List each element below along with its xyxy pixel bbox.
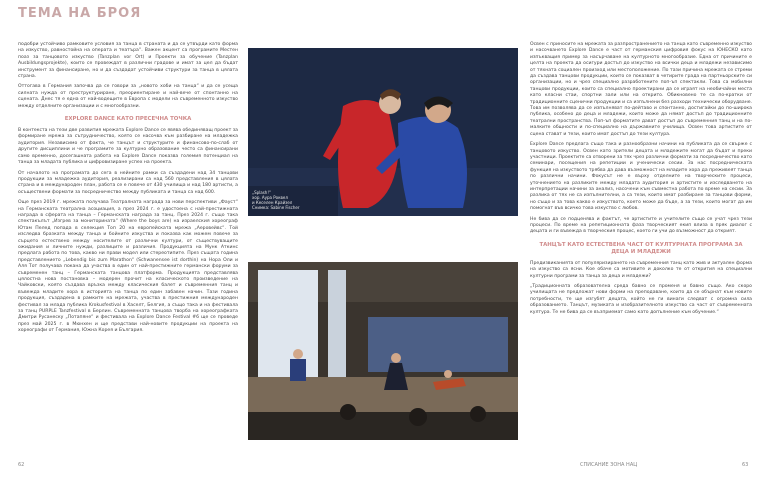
subheading: ТАНЦЪТ КАТО ЕСТЕСТВЕНА ЧАСТ ОТ КУЛТУРНАТА ПРОГРАМА ЗА ДЕЦА И МЛАДЕЖИ — [539, 241, 743, 255]
photo-caption — [252, 190, 299, 210]
page-number-right: 63 — [742, 462, 749, 468]
magazine-name: СПИСАНИЕ ЗОНА НАЦ — [580, 462, 638, 468]
paragraph: В контекста на тези две развития мрежата Explore Dance се явява обединяващ проект за формиране мрежа за сътрудничество, която се насочва към разбиране на младежка аудитория. Независимо от факта, че танцът и структурите и финансово-по-слаб от другите дисциплини и че програмите за културно образование често са финансирани само временно, досегашната работа на Explore Dance показва големия потенциал на танца за младата публика и цифровизиране успех на проекта. — [18, 128, 238, 166]
left-text-column — [18, 42, 238, 339]
caption-title: „Splash!“ — [252, 190, 272, 195]
subheading: EXPLORE DANCE КАТО ПРЕСЕЧНА ТОЧКА — [64, 116, 192, 123]
paragraph: Не бива да се подценява и фактът, че артистите и учителите също се учат чрез тези процеси. По време на репетиционната фаза творческият екип влиза в пряк диалог с децата и ги въвежда в творческия процес, което ги учи до възможност да открият. — [530, 216, 752, 235]
right-text-column — [530, 42, 752, 320]
paragraph: От началото на програмата до сега в нейните рамки са създадени над 34 танцови продукции за младежка аудитория, реализирани са над 560 представления в цялата страна и в международен план, работа се е повече от 430 училища и над 180 артисти, а осъществени формати за посредничество между публиката и танца са над 600. — [18, 170, 238, 195]
paragraph: „Традиционната образователна среда бавно се променя и бавно също. Ако скоро училищата не предложат нови форми на преподаване, които да се обърнат към новите потребности, те ще изгубят децата, който не ги винаги следват с огромна сила образованието. Танцът, музиката и изобразителното изкуство са част от съвременната култура. Те не бива да се възприемат само като допълнение към обучение.“ — [530, 284, 752, 315]
page-number-left: 62 — [18, 462, 25, 468]
rehearsal-illustration — [248, 262, 518, 440]
caption-credit: хор. Аура Роквел — [252, 195, 288, 200]
section-header: ТЕМА НА БРОЯ — [18, 6, 142, 21]
paragraph: Още през 2019 г. мрежата получава Театралната награда за нови перспективи „Фауст“ на Германската театрална асоциация, а през 2024 г. е удостоена с най-престижната награда в сферата на танца – Германската награда за танц. През 2024 г. също така спектакълът „Изгрев за мониторината“ (Where the boys are) на израелския хореограф Ютам Пелед попада в селекция Топ 20 на европейската мрежа „Аеровейвс“. Той изследва бразката между танца и бойните изкуства и показва как можем повече за сърцето естествено между носителите от различни култури, от съществуващите ожидания и личните нужди, разлиците и различия. Продукцията на Мунк Аткинс предлага работа по това, какво ни прави модел или стереотипите. През същата година представлението „Lebendig bis zum Marathon“ (Schwanensee ist dorthin) на Нора Оли и Аля Тот получава покана да участва в един от най-престижните германски форуми за съвременен танц – Германската танцова платформа. Продукцията представлява цялостна нова постановка – модерен прочит на класическото произведение на Чайковски, която създава връзка между класическия балет и съвременния танц и въвежда младите хора в историята на танца по един забавен начин. Тази година продукция, създадена в рамките на мрежата, участва в престижния международен фестивал за млада публика Krokusfestival в Хаселт, Белгия, а също така и на фестивала за танц PURPLE Tanzfestival в Берлин. Съвременната танцова творба на хореографката Дмитри Русанеску „Потапяне“ и фестивала на Explore Dance Festival #6 ще се проведе през май 2025 г. в Мюнхен и ще представи най-новите продукции на проекта на хореографи от Германия, Южна Корея и България. — [18, 200, 238, 334]
caption-credit: Снимка: Sabine Fischer — [252, 205, 300, 210]
paragraph: Освен с приносите на мрежата за разпространението на танца като съвременно изкуство и насочването Explore Dance е част от германския цифровия фокус на ЮНЕСКО като изпъкващия пример за насърчаване на културното многообразие. Една от причините е целта на проекта да осигури достъп до изкуство на всички деца и младежи независимо от тяхната социален произход или местоположение. По тази причина мрежата се стреми да създава танцови продукции, които се показват в четирите града на партньорските си организации, но и чрез специално разработените поп-ъп спектакли. Това са мобилни танцови продукции, които са специално проектирани да се играят на необичайни места като класни стаи, спортни зали или на открито. Обикновено те са по-кратки от традиционните сценични продукции и са изпълнени без разходи технически оборудване. Това им позволява да се изпълняват по-дейтаво и спонтанно, достигайки до по-широка публика, особено до деца и младежи, които може да нямат достъп до традиционните театрални пространства. Поп-ъп форматите дават достъп до съвременния танц и на по-малките общности и по-специално на държавните училища. Освен това артистите от сцена стават и тези, които имат достъп до тези култура. — [530, 42, 752, 137]
paragraph: Оттогава в Германия започва да се говори за „новото хоби на танца“ и да се усеща силната нужда от преструктуриране, преориентиране и най-вече от спонтанно на сцената. Днес тя е една от най-водещите в Европа с модели на съвременното изкуство между отделните организации и с многообразни. — [18, 84, 238, 109]
paragraph: Explore Dance предлага също така и разнообразни начини на публиката да се свърже с танцовото изкуство. Освен като зрители децата и младежите могат да бъдат и преки участници. Проектите са отворени за тях чрез различни формати за посредничество като семинари, посещения на репетиции и ученически сесии. За нас посредническата функция на изкуството трябва да дава възможност на младите хора да преживеят танца по различни начини. Фокусът не е върху отделните на творческите процеси, уточнението на разликите между младата аудитория и артистите и изследването на интерпретации начини за анализ, насочени към съвместна работа по време на сесии. За разлика от тях не са изпълнителни, а са тези, които имат разбиране за танцови форми, но също и за това какво е изкуството, което може да бъде, а за тези, които могат да им помогнат във всичко това изкуство с любов. — [530, 142, 752, 212]
dancers-photo — [248, 48, 518, 216]
paragraph: подобри устойчиво рамковите условия за танца в страната и да се утвърди като форма на изкуство, равностойна на операта и театъра“. Важен акцент са програмите Местен поаз за танцовото изкуство (Tanzplan vor Ort) и Проекти за обучение (Tanzplan Ausbildungsprojekte), които се провеждат в различни градове и имат за цел да бъдат инструмент за финансиране, но и да създадат устойчиви структури за танца в цялата страна. — [18, 42, 238, 80]
rehearsal-hall-photo — [248, 262, 518, 440]
caption-credit: и Кеселен Крайзел — [252, 200, 293, 205]
paragraph: Предизвиканията от популяризирането на съвременния танц като жив и актуален форма на изкуство са ясни. Кое обаче са мотивите и доколко те от открития на специални културни програми за танца за деца и младежи? — [530, 260, 752, 279]
